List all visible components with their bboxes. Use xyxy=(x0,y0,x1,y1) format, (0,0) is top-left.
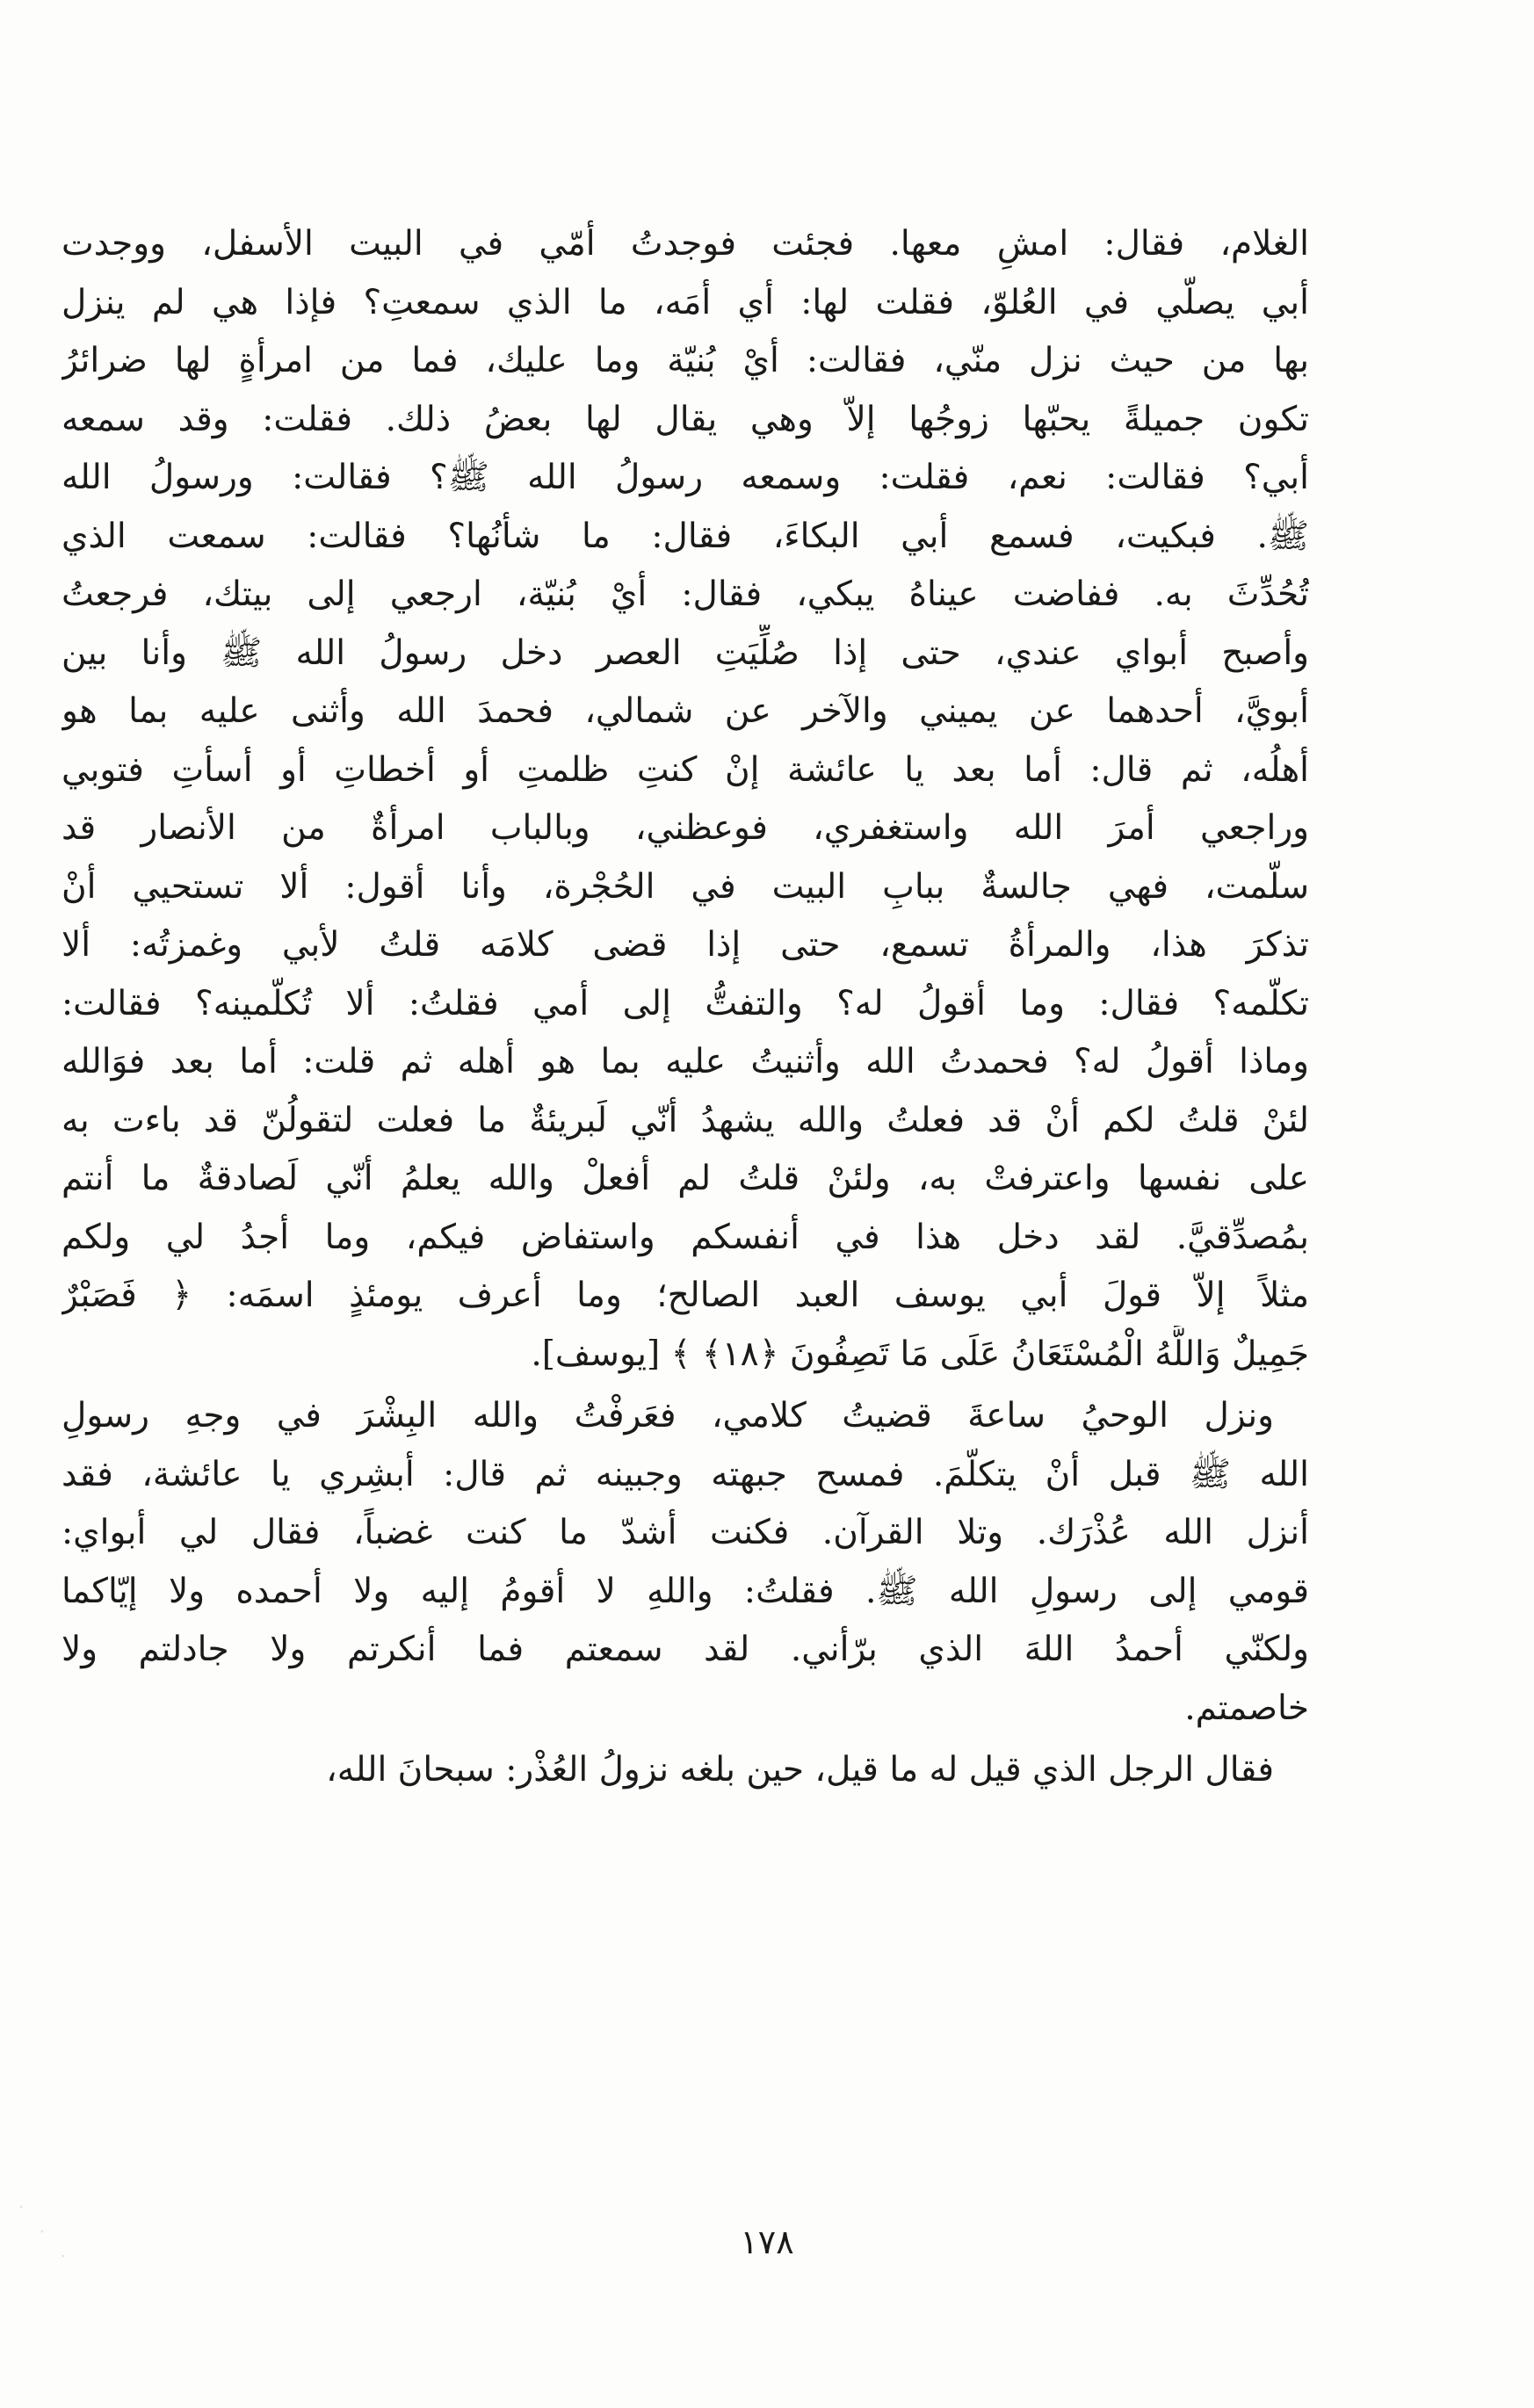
text-line: ونزل الوحيُ ساعةَ قضيتُ كلامي، فعَرفْتُ والله البِشْرَ في وجهِ رسولِ xyxy=(62,1396,1274,1435)
text-line: مثلاً إلاّ قولَ أبي يوسف العبد الصالح؛ وما أعرف يومئذٍ اسمَه: ﴿ فَصَبْرٌ xyxy=(62,1276,1309,1315)
text-line: ولكنّي أحمدُ اللهَ الذي برّأني. لقد سمعتم فما أنكرتم ولا جادلتم ولا xyxy=(62,1630,1309,1669)
page-number: ١٧٨ xyxy=(740,2223,794,2261)
text-line: أبي يصلّي في العُلوّ، فقلت لها: أي أمَه، ما الذي سمعتِ؟ فإذا هي لم ينزل xyxy=(62,282,1309,322)
paragraph xyxy=(62,1387,1309,1738)
text-line: أهلُه، ثم قال: أما بعد يا عائشة إنْ كنتِ ظلمتِ أو أخطاتِ أو أسأتِ فتوبي xyxy=(62,749,1309,790)
text-line: الله ﷺ قبل أنْ يتكلّمَ. فمسح جبهته وجبينه ثم قال: أبشِري يا عائشة، فقد xyxy=(62,1454,1309,1494)
text-line: وماذا أقولُ له؟ فحمدتُ الله وأثنيتُ عليه بما هو أهله ثم قلت: أما بعد فوَالله xyxy=(62,1042,1309,1081)
paragraph xyxy=(62,215,1309,1384)
text-line: تذكرَ هذا، والمرأةُ تسمع، حتى إذا قضى كلامَه قلتُ لأبي وغمزتُه: ألا xyxy=(62,925,1309,965)
text-line: فقال الرجل الذي قيل له ما قيل، حين بلغه نزولُ العُذْر: سبحانَ الله، xyxy=(326,1750,1274,1790)
text-line: وأصبح أبواي عندي، حتى إذا صُلِّيَتِ العصر دخل رسولُ الله ﷺ وأنا بين xyxy=(62,633,1309,673)
text-line: تكون جميلةً يحبّها زوجُها إلاّ وهي يقال لها بعضُ ذلك. فقلت: وقد سمعه xyxy=(62,399,1309,439)
text-line: سلّمت، فهي جالسةٌ ببابِ البيت في الحُجْرة، وأنا أقول: ألا تستحيي أنْ xyxy=(62,866,1309,907)
text-line: الغلام، فقال: امشِ معها. فجئت فوجدتُ أمّي في البيت الأسفل، ووجدت xyxy=(62,224,1309,264)
quran-verse-line: جَمِيلٌ وَاللَّهُ الْمُسْتَعَانُ عَلَى مَا تَصِفُونَ ﴿١٨﴾ ﴾ [يوسف]. xyxy=(531,1334,1309,1374)
text-line: بمُصدِّقيَّ. لقد دخل هذا في أنفسكم واستفاض فيكم، وما أجدُ لي ولكم xyxy=(62,1217,1309,1257)
body-text xyxy=(62,215,1309,1800)
text-line: بها من حيث نزل منّي، فقالت: أيْ بُنيّة وما عليك، فما من امرأةٍ لها ضرائرُ xyxy=(62,341,1309,380)
text-line: قومي إلى رسولِ الله ﷺ. فقلتُ: واللهِ لا أقومُ إليه ولا أحمده ولا إيّاكما xyxy=(62,1571,1309,1611)
text-line: أنزل الله عُذْرَك. وتلا القرآن. فكنت أشدّ ما كنت غضباً، فقال لي أبواي: xyxy=(62,1513,1309,1552)
text-line: وراجعي أمرَ الله واستغفري، فوعظني، وبالباب امرأةٌ من الأنصار قد xyxy=(62,808,1309,848)
text-line: ﷺ. فبكيت، فسمع أبي البكاءَ، فقال: ما شأنُها؟ فقالت: سمعت الذي xyxy=(62,516,1309,556)
text-line: تكلّمه؟ فقال: وما أقولُ له؟ والتفتُّ إلى أمي فقلتُ: ألا تُكلّمينه؟ فقالت: xyxy=(62,983,1309,1023)
text-line: خاصمتم. xyxy=(1184,1688,1309,1728)
text-line: تُحُدِّثَ به. ففاضت عيناهُ يبكي، فقال: أيْ بُنيّة، ارجعي إلى بيتك، فرجعتُ xyxy=(62,575,1309,614)
text-line: لئنْ قلتُ لكم أنْ قد فعلتُ والله يشهدُ أنّي لَبريئةٌ ما فعلت لتقولُنّ قد باءت به xyxy=(62,1100,1309,1140)
text-line: أبي؟ فقالت: نعم، فقلت: وسمعه رسولُ الله ﷺ؟ فقالت: ورسولُ الله xyxy=(62,458,1309,497)
text-line: على نفسها واعترفتْ به، ولئنْ قلتُ لم أفعلْ والله يعلمُ أنّي لَصادقةٌ ما أنتم xyxy=(62,1159,1309,1198)
text-line: أبويَّ، أحدهما عن يميني والآخر عن شمالي، فحمدَ الله وأثنى عليه بما هو xyxy=(62,691,1309,731)
paragraph xyxy=(62,1741,1309,1800)
